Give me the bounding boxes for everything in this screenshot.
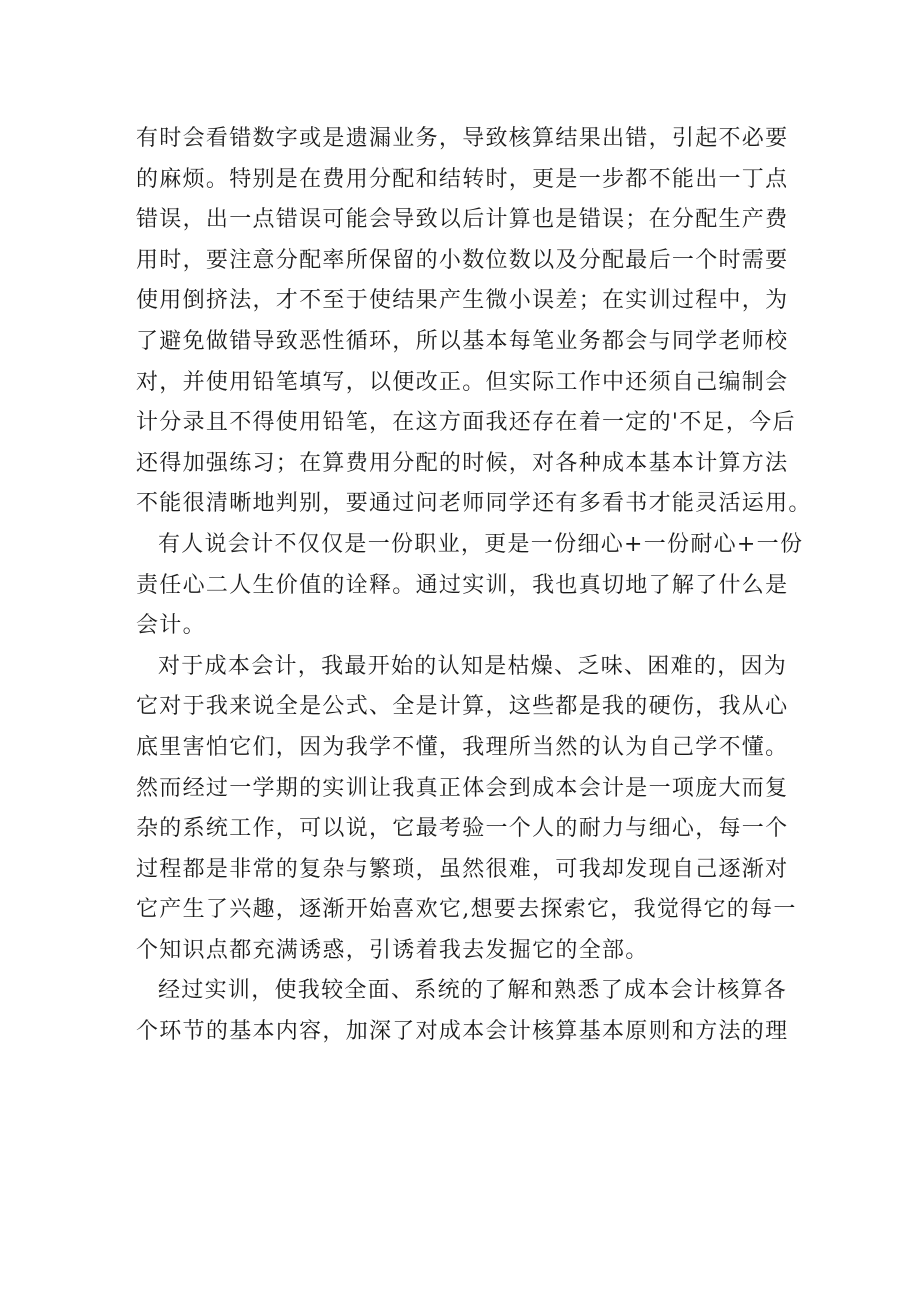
paragraph (136, 119, 812, 525)
document-page (136, 119, 812, 1053)
text-line: 不能很清晰地判别，要通过问老师同学还有多看书才能灵活运用。 (136, 491, 812, 517)
text-line: 对，并使用铅笔填写，以便改正。但实际工作中还须自己编制会 (136, 369, 789, 395)
text-line: 会计。 (136, 613, 206, 639)
text-line: 使用倒挤法，才不至于使结果产生微小误差；在实训过程中，为 (136, 288, 789, 314)
paragraph (136, 525, 804, 647)
text-line: 用时，要注意分配率所保留的小数位数以及分配最后一个时需要 (136, 247, 789, 273)
text-line: 然而经过一学期的实训让我真正体会到成本会计是一项庞大而复 (136, 775, 789, 801)
text-line: 责任心二人生价值的诠释。通过实训，我也真切地了解了什么是 (136, 572, 789, 598)
text-line: 杂的系统工作，可以说，它最考验一个人的耐力与细心，每一个 (136, 816, 789, 842)
text-line: 还得加强练习；在算费用分配的时候，对各种成本基本计算方法 (136, 450, 789, 476)
text-line: 对于成本会计，我最开始的认知是枯燥、乏味、困难的，因为 (158, 653, 788, 679)
text-line: 底里害怕它们，因为我学不懂，我理所当然的认为自己学不懂。 (136, 734, 789, 760)
text-line: 有人说会计不仅仅是一份职业，更是一份细心+一份耐心+一份 (158, 531, 804, 557)
paragraph (136, 971, 796, 1052)
text-line: 个知识点都充满诱惑，引诱着我去发掘它的全部。 (136, 937, 649, 963)
text-line: 个环节的基本内容，加深了对成本会计核算基本原则和方法的理 (136, 1019, 789, 1045)
text-line: 有时会看错数字或是遗漏业务，导致核算结果出错，引起不必要 (136, 126, 789, 151)
text-line: 错误，出一点错误可能会导致以后计算也是错误；在分配生产费 (136, 207, 789, 233)
text-line: 它对于我来说全是公式、全是计算，这些都是我的硬伤，我从心 (136, 694, 789, 720)
text-line: 的麻烦。特别是在费用分配和结转时，更是一步都不能出一丁点 (136, 166, 789, 192)
text-line: 过程都是非常的复杂与繁琐，虽然很难，可我却发现自己逐渐对 (136, 856, 789, 882)
paragraph (136, 647, 796, 972)
text-line: 计分录且不得使用铅笔，在这方面我还存在着一定的'不足，今后 (136, 410, 796, 436)
text-line: 它产生了兴趣，逐渐开始喜欢它,想要去探索它，我觉得它的每一 (136, 897, 797, 923)
text-line: 了避免做错导致恶性循环，所以基本每笔业务都会与同学老师校 (136, 328, 789, 354)
text-line: 经过实训，使我较全面、系统的了解和熟悉了成本会计核算各 (158, 978, 788, 1004)
